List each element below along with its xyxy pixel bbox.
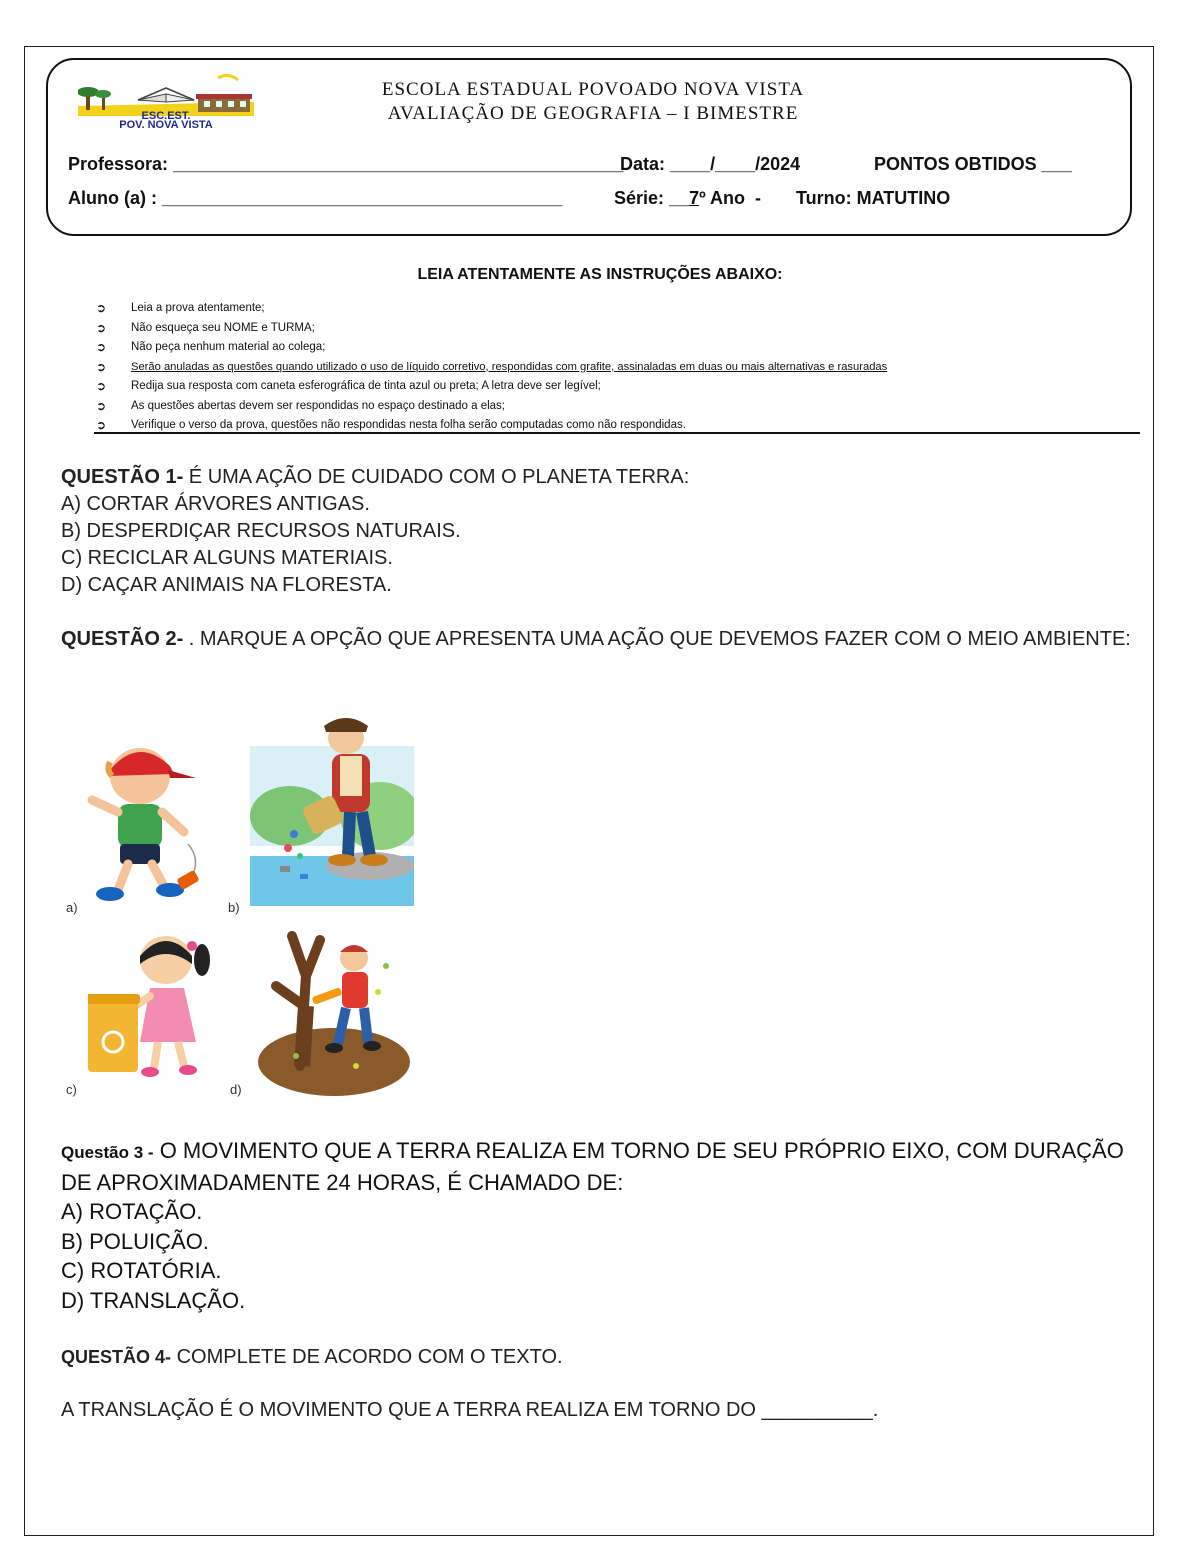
- question-1-option-c[interactable]: C) RECICLAR ALGUNS MATERIAIS.: [61, 547, 393, 569]
- instruction-item: ➲ Verifique o verso da prova, questões não respondidas nesta folha serão computadas como não respondidas.: [96, 416, 1126, 436]
- school-logo: [78, 72, 254, 130]
- date-field[interactable]: Data: ____/____/2024: [620, 154, 801, 174]
- arrow-bullet-icon: ➲: [96, 359, 107, 374]
- instructions-list: [96, 299, 1126, 436]
- school-title-block: [348, 78, 838, 126]
- question-1-prompt: QUESTÃO 1- É UMA AÇÃO DE CUIDADO COM O PLANETA TERRA:: [61, 466, 690, 488]
- question-3-option-d[interactable]: D) TRANSLAÇÃO.: [61, 1287, 246, 1313]
- school-name: ESCOLA ESTADUAL POVOADO NOVA VISTA: [381, 79, 805, 100]
- arrow-bullet-icon: ➲: [96, 418, 107, 432]
- instruction-item: ➲ Redija sua resposta com caneta esferográfica de tinta azul ou preta; A letra deve ser legível;: [96, 377, 1126, 397]
- question-1-option-a[interactable]: A) CORTAR ÁRVORES ANTIGAS.: [61, 493, 370, 515]
- question-1-option-d[interactable]: D) CAÇAR ANIMAIS NA FLORESTA.: [61, 574, 392, 596]
- illustration-girl-recycling[interactable]: [88, 930, 218, 1080]
- question-4-fill-in-sentence[interactable]: A TRANSLAÇÃO É O MOVIMENTO QUE A TERRA REALIZA EM TORNO DO __________.: [61, 1399, 879, 1421]
- shift-field: Turno: MATUTINO: [796, 188, 951, 208]
- illustration-boy-littering[interactable]: [78, 740, 208, 910]
- question-1: [61, 464, 689, 599]
- arrow-bullet-icon: ➲: [96, 379, 107, 393]
- illustration-caption-d: d): [230, 1082, 242, 1097]
- illustration-boy-cutting-tree[interactable]: [256, 916, 412, 1098]
- teacher-field[interactable]: Professora: _____________________________________________: [68, 154, 624, 174]
- logo-lettering: ESC.EST. POV. NOVA VISTA: [119, 110, 213, 131]
- question-3: [61, 1136, 1151, 1315]
- illustration-caption-a: a): [66, 900, 78, 915]
- exam-header: [46, 58, 1132, 236]
- illustration-caption-c: c): [66, 1082, 77, 1097]
- instruction-item: ➲ As questões abertas devem ser respondidas no espaço destinado a elas;: [96, 397, 1126, 417]
- instruction-item: ➲ Não peça nenhum material ao colega;: [96, 338, 1126, 358]
- question-3-prompt: Questão 3 - O MOVIMENTO QUE A TERRA REALIZA EM TORNO DE SEU PRÓPRIO EIXO, COM DURAÇÃO DE APROXIMADAMENTE 24 HORAS, É CHAMADO DE:: [61, 1138, 1124, 1195]
- question-3-option-b[interactable]: B) POLUIÇÃO.: [61, 1228, 209, 1254]
- exam-title: AVALIAÇÃO DE GEOGRAFIA – I BIMESTRE: [387, 103, 799, 124]
- arrow-bullet-icon: ➲: [96, 301, 107, 315]
- illustration-caption-b: b): [228, 900, 240, 915]
- student-field[interactable]: Aluno (a) : ________________________________________: [68, 188, 563, 208]
- illustration-man-polluting-river[interactable]: [250, 716, 414, 906]
- arrow-bullet-icon: ➲: [96, 340, 107, 354]
- question-1-option-b[interactable]: B) DESPERDIÇAR RECURSOS NATURAIS.: [61, 520, 461, 542]
- instruction-item: ➲ Não esqueça seu NOME e TURMA;: [96, 319, 1126, 339]
- arrow-bullet-icon: ➲: [96, 320, 107, 335]
- arrow-bullet-icon: ➲: [96, 398, 107, 413]
- instruction-item: ➲ Serão anuladas as questões quando utilizado o uso de líquido corretivo, respondidas com grafite, assinaladas em duas ou mais alternativas e rasuradas: [96, 358, 1126, 378]
- instructions-divider: [94, 432, 1140, 434]
- instructions-title: LEIA ATENTAMENTE AS INSTRUÇÕES ABAIXO:: [417, 266, 783, 283]
- instruction-item: ➲ Leia a prova atentamente;: [96, 299, 1126, 319]
- question-4-prompt: QUESTÃO 4- COMPLETE DE ACORDO COM O TEXTO.: [61, 1346, 563, 1368]
- question-3-option-c[interactable]: C) ROTATÓRIA.: [61, 1258, 222, 1283]
- question-3-option-a[interactable]: A) ROTAÇÃO.: [61, 1199, 203, 1224]
- score-field[interactable]: PONTOS OBTIDOS ___: [874, 154, 1072, 174]
- grade-field[interactable]: Série: __7º Ano -: [614, 188, 761, 208]
- question-2-prompt: QUESTÃO 2- . MARQUE A OPÇÃO QUE APRESENTA UMA AÇÃO QUE DEVEMOS FAZER COM O MEIO AMBIENTE:: [61, 628, 1131, 650]
